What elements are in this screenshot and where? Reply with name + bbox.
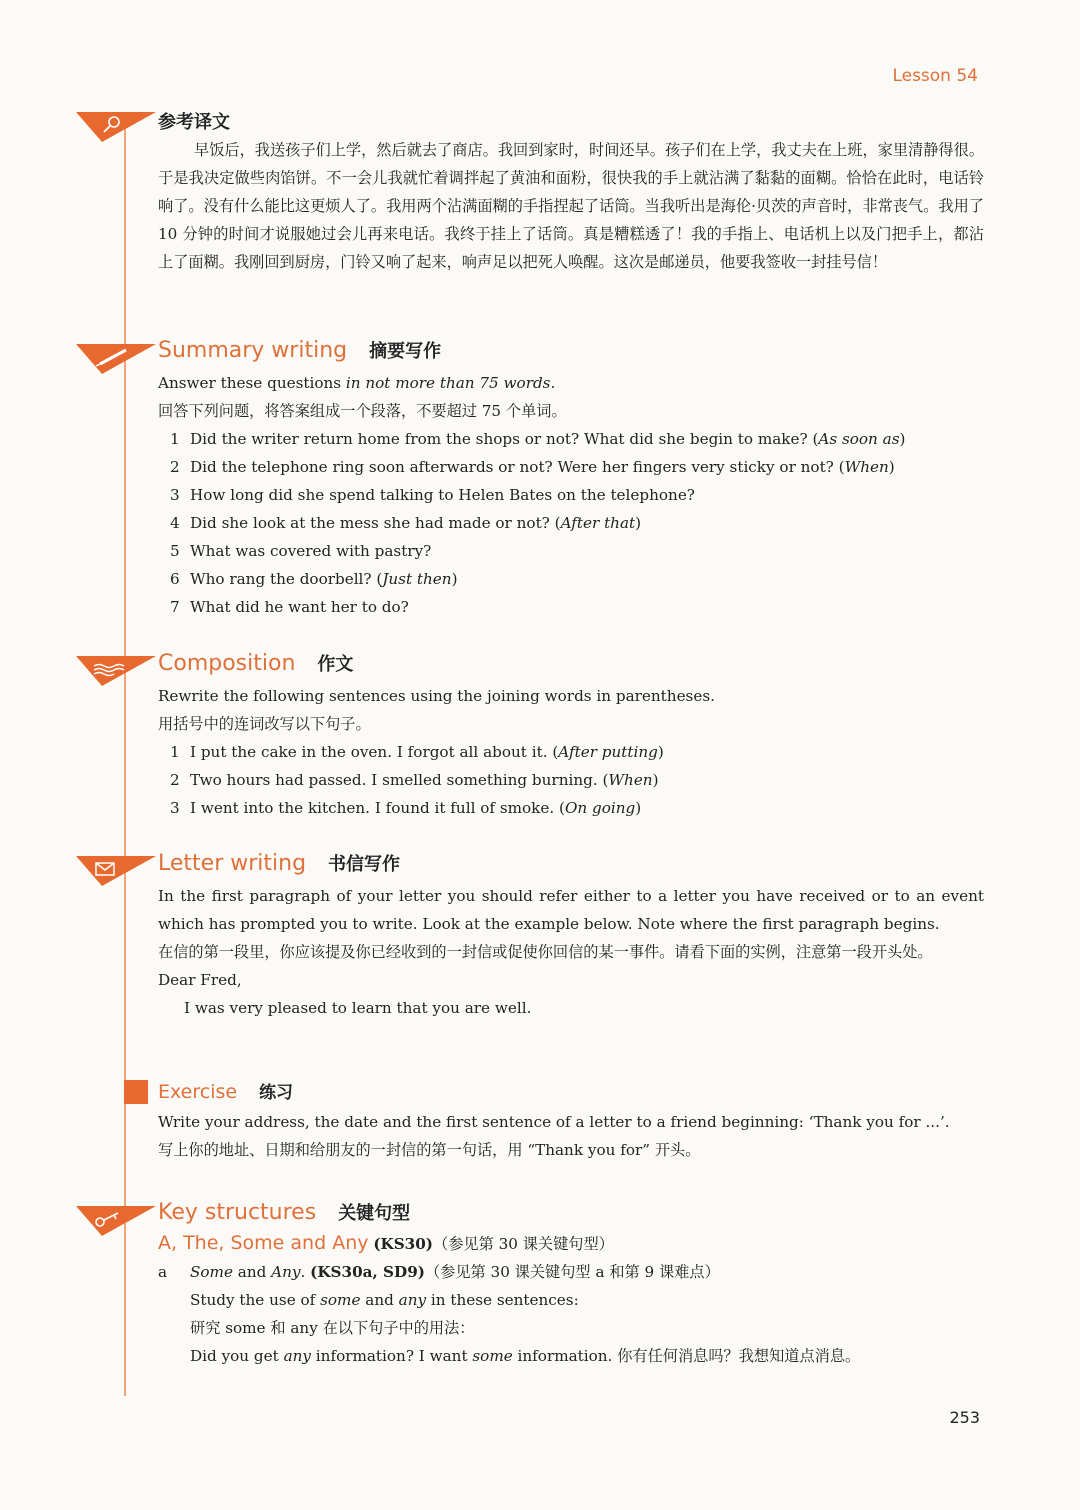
summary-instruction-zh: 回答下列问题，将答案组成一个段落，不要超过 75 个单词。 (158, 402, 567, 420)
item-end: ) (635, 514, 642, 532)
key-structures-section (158, 1199, 984, 1370)
item-text: I went into the kitchen. I found it full of smoke. ( (190, 799, 565, 817)
item-text: I put the cake in the oven. I forgot all about it. ( (190, 743, 559, 761)
envelope-icon (76, 854, 156, 888)
numbered-item (158, 481, 984, 509)
item-number: 3 (170, 486, 180, 504)
item-number: 2 (170, 458, 180, 476)
reference-paragraph: 早饭后，我送孩子们上学，然后就去了商店。我回到家时，时间还早。孩子们在上学，我丈夫在上班，家里清静得很。于是我决定做些肉馅饼。不一会儿我就忙着调拌起了黄油和面粉，很快我的手上就沾满了黏黏的面糊。恰恰在此时，电话铃响了。没有什么能比这更烦人了。我用两个沾满面糊的手指捏起了话筒。当我听出是海伦·贝茨的声音时，非常丧气。我用了 10 分钟的时间才说服她过会儿再来电话。我终于挂上了话筒。真是糟糕透了！我的手指上、电话机上以及门把手上，都沾上了面糊。我刚回到厨房，门铃又响了起来，响声足以把死人唤醒。这次是邮递员，他要我签收一封挂号信！ (158, 141, 984, 271)
item-end: ) (657, 743, 664, 761)
summary-instruction: Answer these questions in not more than 75 words. (158, 374, 556, 392)
exercise-instruction: Write your address, the date and the first sentence of a letter to a friend beginning: ‘Thank you for ...’. (158, 1113, 950, 1131)
numbered-item (158, 766, 984, 794)
item-hint: After that (560, 514, 636, 532)
lesson-label: Lesson 54 (892, 66, 978, 86)
composition-title-zh: 作文 (317, 654, 354, 675)
exercise-instruction-zh: 写上你的地址、日期和给朋友的一封信的第一句话，用 “Thank you for” 开头。 (158, 1141, 701, 1159)
numbered-item (158, 565, 984, 593)
numbered-item (158, 453, 984, 481)
item-hint: When (844, 458, 889, 476)
item-text: What was covered with pastry? (190, 542, 432, 560)
exercise-title-en: Exercise (158, 1081, 238, 1103)
numbered-item (158, 537, 984, 565)
numbered-item (158, 593, 984, 621)
composition-instruction-zh: 用括号中的连词改写以下句子。 (158, 715, 371, 733)
summary-title-en: Summary writing (158, 338, 348, 363)
composition-sentence-list (158, 738, 984, 822)
item-hint: As soon as (818, 430, 900, 448)
composition-title-en: Composition (158, 651, 296, 676)
item-text: Did the writer return home from the shops or not? What did she begin to make? ( (190, 430, 819, 448)
item-number: 1 (170, 430, 180, 448)
item-number: 2 (170, 771, 180, 789)
key-structures-subtitle: A, The, Some and Any (KS30)（参见第 30 课关键句型） (158, 1232, 614, 1254)
numbered-item (158, 509, 984, 537)
item-text: Who rang the doorbell? ( (190, 570, 383, 588)
numbered-item (158, 738, 984, 766)
item-hint: When (608, 771, 653, 789)
magnifier-icon (76, 110, 156, 144)
key-structure-a: a Some and Any. (KS30a, SD9)（参见第 30 课关键句型 a 和第 9 课难点） (158, 1263, 720, 1281)
numbered-item (158, 425, 984, 453)
item-text: Did the telephone ring soon afterwards or not? Were her fingers very sticky or not? ( (190, 458, 845, 476)
exercise-marker (124, 1080, 148, 1104)
numbered-item (158, 794, 984, 822)
item-text: Did she look at the mess she had made or not? ( (190, 514, 561, 532)
letter-paragraph-zh: 在信的第一段里，你应该提及你已经收到的一封信或促使你回信的某一事件。请看下面的实例，注意第一段开头处。 (158, 943, 933, 961)
item-text: Two hours had passed. I smelled something burning. ( (190, 771, 609, 789)
letter-paragraph-en: In the first paragraph of your letter you should refer either to a letter you have received or to an event which has prompted you to write. Look at the example below. Note where the first paragraph begins. (158, 887, 984, 933)
key-structure-study-zh: 研究 some 和 any 在以下句子中的用法： (190, 1319, 475, 1337)
item-end: ) (899, 430, 906, 448)
item-end: ) (635, 799, 642, 817)
page-number: 253 (949, 1408, 980, 1427)
item-number: 4 (170, 514, 180, 532)
letter-example: I was very pleased to learn that you are well. (184, 999, 532, 1017)
item-number: 1 (170, 743, 180, 761)
reference-title: 参考译文 (158, 112, 230, 133)
key-structure-example: Did you get any information? I want some information. 你有任何消息吗？我想知道点消息。 (190, 1347, 861, 1365)
item-number: 5 (170, 542, 180, 560)
letter-title-zh: 书信写作 (328, 854, 401, 875)
summary-question-list (158, 425, 984, 621)
exercise-title-zh: 练习 (259, 1083, 294, 1103)
item-end: ) (451, 570, 458, 588)
reference-translation (158, 108, 984, 276)
pencil-icon (76, 342, 156, 376)
key-structures-title-en: Key structures (158, 1200, 317, 1225)
item-number: 6 (170, 570, 180, 588)
key-icon (76, 1204, 156, 1238)
item-text: What did he want her to do? (190, 598, 409, 616)
key-structures-title-zh: 关键句型 (338, 1203, 411, 1224)
exercise-section (158, 1078, 984, 1164)
waves-icon (76, 654, 156, 688)
item-number: 3 (170, 799, 180, 817)
item-number: 7 (170, 598, 180, 616)
summary-writing-section (158, 337, 984, 621)
item-end: ) (652, 771, 659, 789)
item-hint: Just then (382, 570, 452, 588)
key-structure-study-line: Study the use of some and any in these sentences: (190, 1291, 579, 1309)
composition-instruction: Rewrite the following sentences using the joining words in parentheses. (158, 687, 715, 705)
composition-section (158, 650, 984, 822)
item-text: How long did she spend talking to Helen Bates on the telephone? (190, 486, 695, 504)
item-hint: After putting (558, 743, 658, 761)
letter-writing-section (158, 850, 984, 1022)
letter-salutation: Dear Fred, (158, 971, 242, 989)
item-hint: On going (564, 799, 636, 817)
summary-title-zh: 摘要写作 (369, 341, 442, 362)
letter-title-en: Letter writing (158, 851, 307, 876)
item-end: ) (888, 458, 895, 476)
